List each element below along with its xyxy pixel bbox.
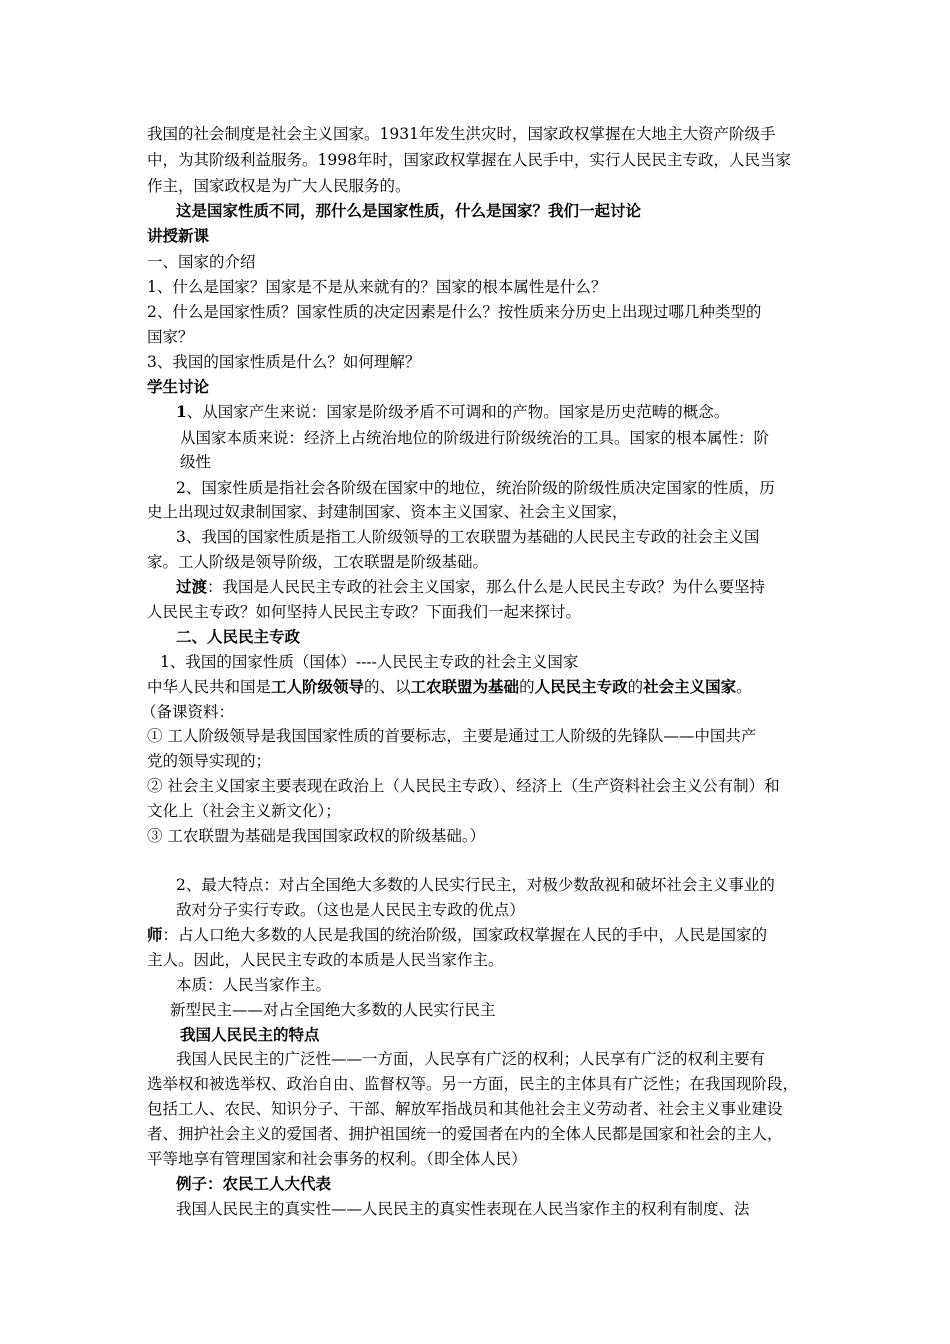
worker-peasant-alliance: 工农联盟为基础 xyxy=(410,677,520,696)
discussion-answer-2-line-1: 2、国家性质是指社会各阶级在国家中的地位，统治阶级的阶级性质决定国家的性质，历 xyxy=(176,479,775,497)
section2-title: 二、人民民主专政 xyxy=(176,627,301,646)
teacher-line-2: 主人。因此，人民民主专政的本质是人民当家作主。 xyxy=(147,951,504,969)
peoples-democratic-dictatorship: 人民民主专政 xyxy=(534,677,628,696)
features-heading: 我国人民民主的特点 xyxy=(180,1025,320,1044)
note-2-line-1: ② 社会主义国家主要表现在政治上（人民民主专政）、经济上（生产资料社会主义公有制）和 xyxy=(147,777,780,795)
note-2-line-2: 文化上（社会主义新文化）； xyxy=(147,802,341,820)
essence-line: 本质：人民当家作主。 xyxy=(176,976,332,994)
section2-point-1: 1、我国的国家性质（国体）----人民民主专政的社会主义国家 xyxy=(160,653,579,671)
lead-question: 这是国家性质不同，那什么是国家性质，什么是国家？我们一起讨论 xyxy=(176,201,642,220)
discussion-answer-3-line-1: 3、我国的国家性质是指工人阶级领导的工农联盟为基础的人民民主专政的社会主义国 xyxy=(176,528,760,546)
note-1-line-1: ① 工人阶级领导是我国国家性质的首要标志，主要是通过工人阶级的先锋队——中国共产 xyxy=(147,727,757,745)
intro-line-3: 作主，国家政权是为广大人民服务的。 xyxy=(147,177,411,195)
breadth-line-2: 选举权和被选举权、政治自由、监督权等。另一方面，民主的主体具有广泛性；在我国现阶段， xyxy=(147,1075,799,1093)
section1-question-1: 1、什么是国家？国家是不是从来就有的？国家的根本属性是什么？ xyxy=(147,278,607,296)
section1-question-2-line-1: 2、什么是国家性质？国家性质的决定因素是什么？按性质来分历史上出现过哪几种类型的 xyxy=(147,303,762,321)
example-line: 例子：农民工人大代表 xyxy=(176,1174,332,1193)
working-class-leadership: 工人阶级领导 xyxy=(271,677,365,696)
discussion-answer-1b-line-2: 级性 xyxy=(180,453,212,471)
note-1-line-2: 党的领导实现的； xyxy=(147,752,272,770)
breadth-line-5: 平等地享有管理国家和社会事务的权利。（即全体人民） xyxy=(147,1150,527,1168)
intro-line-1: 我国的社会制度是社会主义国家。1931年发生洪灾时，国家政权掌握在大地主大资产阶级手 xyxy=(147,125,776,143)
reality-line: 我国人民民主的真实性——人民民主的真实性表现在人民当家作主的权利有制度、法 xyxy=(176,1200,750,1218)
discussion-answer-2-line-2: 史上出现过奴隶制国家、封建制国家、资本主义国家、社会主义国家， xyxy=(147,503,628,521)
section1-title: 一、国家的介绍 xyxy=(147,253,256,271)
discussion-heading: 学生讨论 xyxy=(147,377,210,396)
answer-1-number: 1 xyxy=(176,402,187,421)
note-3: ③ 工农联盟为基础是我国国家政权的阶级基础。） xyxy=(147,827,486,845)
breadth-line-4: 者、拥护社会主义的爱国者、拥护祖国统一的爱国者在内的全体人民都是国家和社会的主人， xyxy=(147,1125,783,1143)
notes-title: （备课资料： xyxy=(141,703,235,721)
section1-question-3: 3、我国的国家性质是什么？如何理解？ xyxy=(147,353,421,371)
state-definition: 中华人民共和国是工人阶级领导的、以工农联盟为基础的人民民主专政的社会主义国家。 xyxy=(147,677,752,696)
discussion-answer-1b-line-1: 从国家本质来说：经济上占统治地位的阶级进行阶级统治的工具。国家的根本属性：阶 xyxy=(180,429,770,447)
discussion-answer-1: 1、从国家产生来说：国家是阶级矛盾不可调和的产物。国家是历史范畴的概念。 xyxy=(176,402,730,421)
breadth-line-1: 我国人民民主的广泛性——一方面，人民享有广泛的权利；人民享有广泛的权利主要有 xyxy=(176,1050,766,1068)
section2-point-2-line-2: 敌对分子实行专政。（这也是人民民主专政的优点） xyxy=(176,901,525,919)
breadth-line-3: 包括工人、农民、知识分子、干部、解放军指战员和其他社会主义劳动者、社会主义事业建设 xyxy=(147,1100,783,1118)
teacher-label: 师 xyxy=(147,925,163,944)
teacher-line-1: 师：占人口绝大多数的人民是我国的统治阶级，国家政权掌握在人民的手中，人民是国家的 xyxy=(147,925,768,944)
transition-line-2: 人民民主专政？如何坚持人民民主专政？下面我们一起来探讨。 xyxy=(147,603,582,621)
section2-point-2-line-1: 2、最大特点：对占全国绝大多数的人民实行民主，对极少数敌视和破坏社会主义事业的 xyxy=(176,876,775,894)
discussion-answer-3-line-2: 家。工人阶级是领导阶级，工农联盟是阶级基础。 xyxy=(147,553,489,571)
new-democracy-line: 新型民主——对占全国绝大多数的人民实行民主 xyxy=(170,1001,496,1019)
transition-label: 过渡 xyxy=(176,577,208,596)
intro-line-2: 中，为其阶级利益服务。1998年时，国家政权掌握在人民手中，实行人民民主专政，人民当家 xyxy=(147,151,791,169)
section1-question-2-line-2: 国家？ xyxy=(147,328,194,346)
new-lesson-heading: 讲授新课 xyxy=(147,226,210,245)
socialist-state: 社会主义国家 xyxy=(643,677,737,696)
transition-line-1: 过渡：我国是人民民主专政的社会主义国家，那么什么是人民民主专政？为什么要坚持 xyxy=(176,577,766,596)
